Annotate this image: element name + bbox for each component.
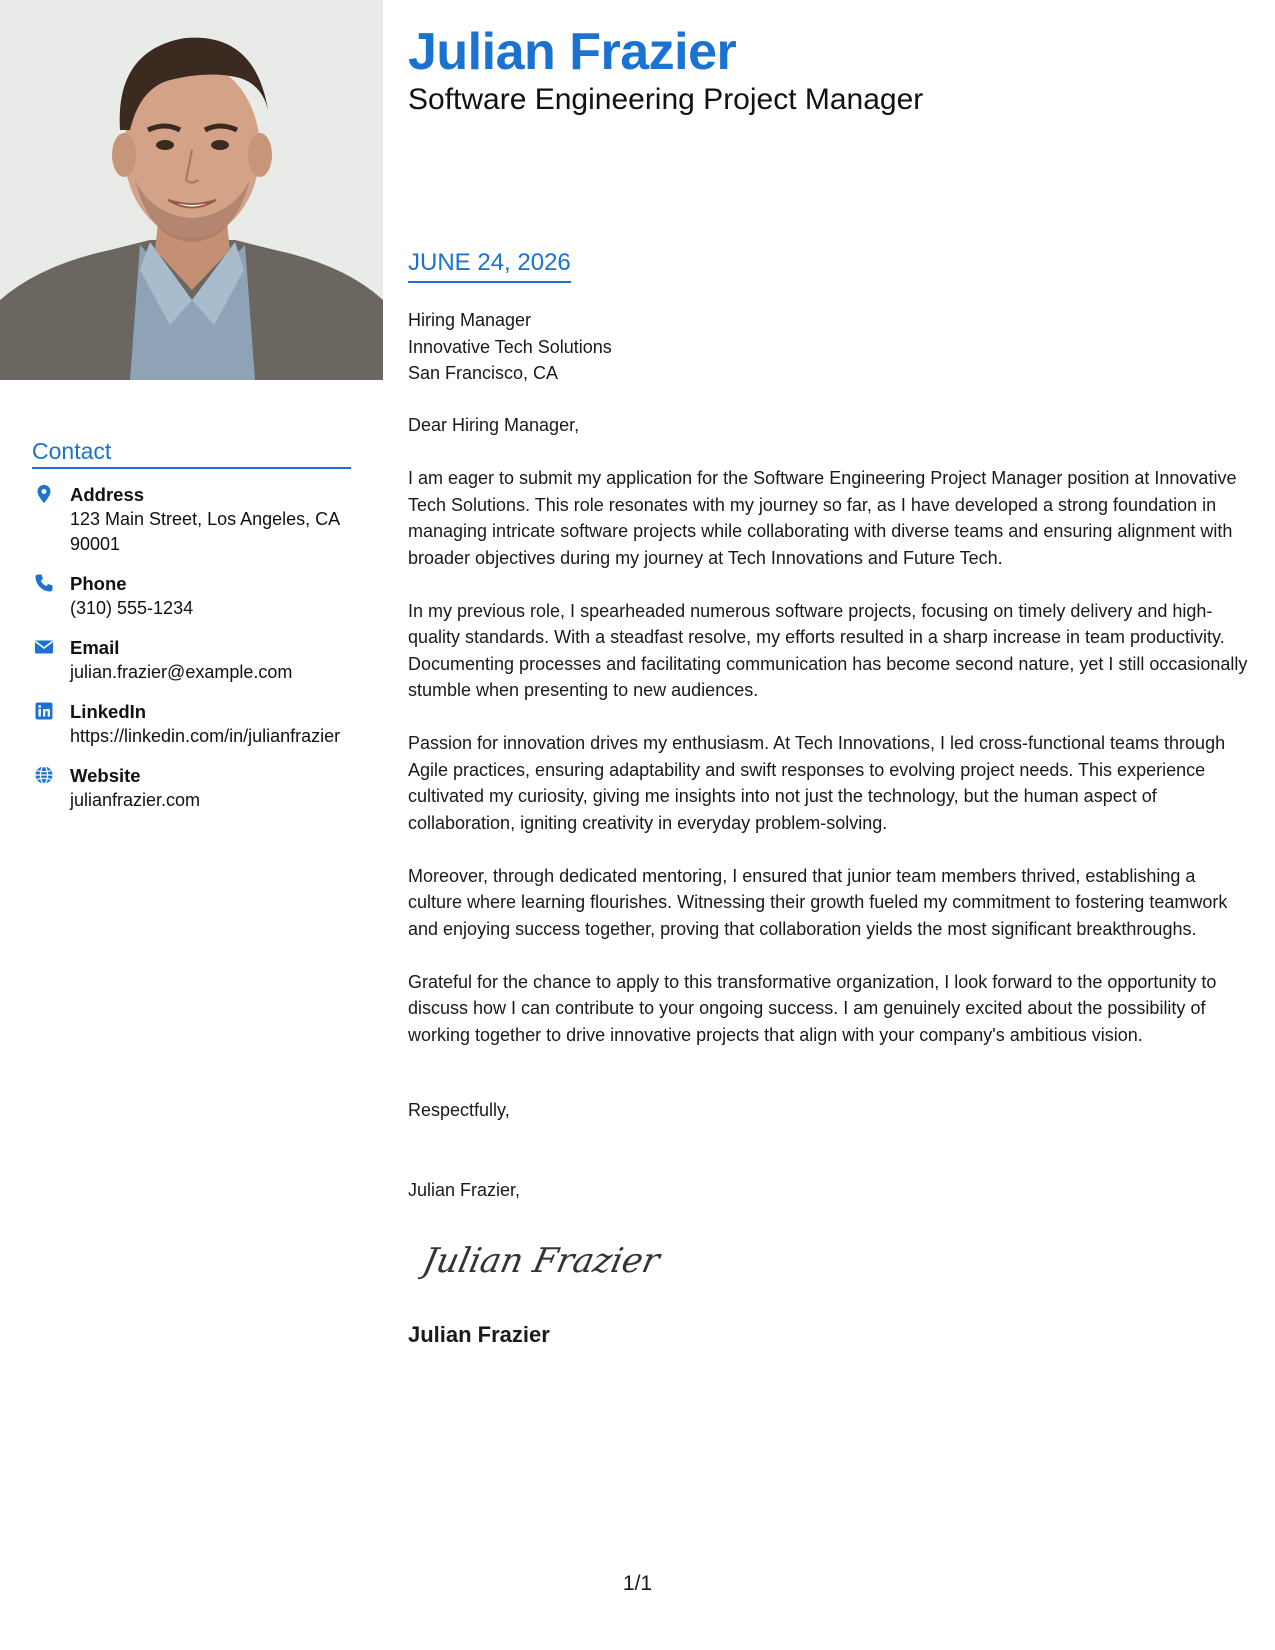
- contact-phone: [32, 571, 354, 621]
- letter-paragraph: Grateful for the chance to apply to this transformative organization, I look forward to the opportunity to discuss how I can contribute to your ongoing success. I am genuinely excited about the possibility of working together to drive innovative projects that align with your company's ambitious vision.: [408, 971, 1217, 1045]
- contact-heading: Contact: [32, 438, 351, 469]
- contact-address: [32, 482, 354, 557]
- letter-body: [408, 412, 1250, 1075]
- map-pin-icon: [34, 484, 54, 504]
- contact-linkedin: [32, 699, 354, 749]
- phone-value: (310) 555-1234: [70, 598, 194, 618]
- signer-name: Julian Frazier: [408, 1322, 550, 1347]
- job-title: Software Engineering Project Manager: [408, 83, 924, 116]
- letter-date: JUNE 24, 2026: [408, 249, 571, 283]
- recipient-location: San Francisco, CA: [408, 363, 559, 383]
- applicant-name: Julian Frazier: [408, 23, 737, 81]
- globe-icon: [34, 765, 54, 785]
- recipient-name: Hiring Manager: [408, 310, 532, 330]
- phone-icon: [34, 573, 54, 593]
- email-value[interactable]: julian.frazier@example.com: [70, 662, 293, 682]
- website-value[interactable]: julianfrazier.com: [70, 790, 201, 810]
- contact-list: [32, 482, 354, 827]
- contact-label: Email: [70, 637, 120, 658]
- contact-label: Website: [70, 765, 141, 786]
- profile-photo: [0, 0, 383, 380]
- linkedin-icon: [34, 701, 54, 721]
- letter-paragraph: I am eager to submit my application for the Software Engineering Project Manager position at Innovative Tech Solutions. This role resonates with my journey so far, as I have developed a strong foundation in managing intricate software projects while collaborating with diverse teams and ensuring alignment with broader objectives during my journey at Tech Innovations and Future Tech.: [408, 468, 1237, 568]
- envelope-icon: [34, 637, 54, 657]
- address-value: 123 Main Street, Los Angeles, CA 90001: [70, 509, 340, 554]
- contact-email: [32, 635, 354, 685]
- contact-website: [32, 763, 354, 813]
- handwritten-signature: [418, 1230, 668, 1290]
- letter-paragraph: Passion for innovation drives my enthusiasm. At Tech Innovations, I led cross-functional teams through Agile practices, ensuring adaptability and swift responses to evolving project needs. This experience cultivated my curiosity, giving me insights into not just the technology, but the human aspect of collaboration, igniting creativity in everyday problem-solving.: [408, 733, 1226, 833]
- signature-text: Julian Frazier: [419, 1241, 664, 1281]
- closing: Respectfully,: [408, 1100, 510, 1120]
- letter-paragraph: Moreover, through dedicated mentoring, I ensured that junior team members thrived, establishing a culture where learning flourishes. Witnessing their growth fueled my commitment to fostering teamwork and enjoying success together, proving that collaboration yields the most significant breakthroughs.: [408, 865, 1228, 939]
- linkedin-value[interactable]: https://linkedin.com/in/julianfrazier: [70, 726, 341, 746]
- contact-label: Phone: [70, 573, 127, 594]
- page-number: 1/1: [622, 1572, 653, 1595]
- recipient-company: Innovative Tech Solutions: [408, 336, 612, 357]
- sign-off-name: Julian Frazier,: [408, 1180, 521, 1200]
- contact-label: Address: [70, 484, 145, 505]
- letter-paragraph: In my previous role, I spearheaded numerous software projects, focusing on timely delivery and high-quality standards. With a steadfast resolve, my efforts resulted in a sharp increase in team productivity. Documenting processes and facilitating communication has become second nature, yet I still occasionally stumble when presenting to new audiences.: [408, 600, 1248, 700]
- salutation: Dear Hiring Manager,: [408, 415, 580, 435]
- recipient-block: [408, 307, 612, 387]
- contact-label: LinkedIn: [70, 701, 147, 722]
